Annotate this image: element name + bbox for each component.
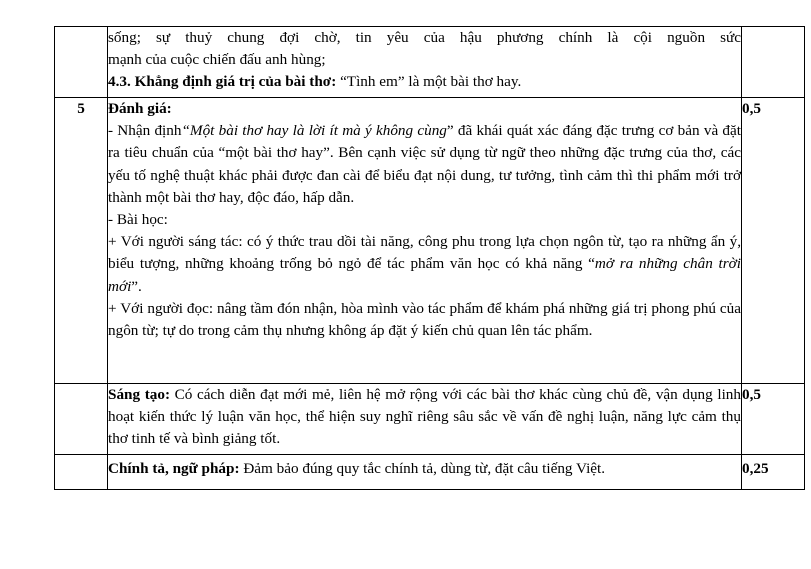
table-row-creativity: [55, 384, 805, 455]
table-row-grammar: [55, 455, 805, 490]
score-cell: 0,25: [742, 455, 805, 490]
paragraph-text: ” đã khái quát xác đáng đặc trưng cơ bản và đặt ra tiêu chuẩn của “một bài thơ hay”. Bên cạnh việc sử dụng từ ngữ theo những đặc trưng của thơ, các yếu tố nghệ thuật khác phải được đan cài để biểu đạt nội dung, tư tưởng, tình cảm thì thi phẩm mới trở thành một bài thơ hay, độc đáo, hấp dẫn.: [108, 122, 741, 206]
score-cell: [742, 27, 805, 98]
evaluation-heading: Đánh giá:: [108, 100, 172, 117]
row-number-cell: [55, 27, 108, 98]
score-cell: 0,5: [742, 98, 805, 384]
content-line: sống; sự thuỷ chung đợi chờ, tin yêu của hậu phương chính là cội nguồn sức: [108, 29, 741, 46]
row-number-cell: 5: [55, 98, 108, 384]
lesson-quote: mở ra những chân trời mới: [108, 255, 741, 295]
content-cell: [108, 98, 742, 384]
table-row-evaluation: [55, 98, 805, 384]
grading-table: [54, 26, 805, 490]
row-number-cell: [55, 384, 108, 455]
lessons-label: - Bài học:: [108, 211, 168, 229]
table-row-continuation: [55, 27, 805, 98]
lesson-end: ”.: [131, 277, 142, 295]
creativity-text: Có cách diễn đạt mới mẻ, liên hệ mở rộng với các bài thơ khác cùng chủ đề, vận dụng linh hoạt kiến thức lý luận văn học, thể hiện suy nghĩ riêng sâu sắc về vấn đề nghị luận, năng lực cảm thụ thơ tinh tế và bình giảng tốt.: [108, 386, 741, 448]
section-4-3: [108, 71, 741, 93]
paragraph-prefix: - Nhận định: [108, 122, 182, 140]
evaluation-paragraph: [108, 120, 741, 209]
content-cell: [108, 455, 742, 490]
creativity-label: Sáng tạo:: [108, 386, 170, 403]
score-cell: 0,5: [742, 384, 805, 455]
lesson-reader: + Với người đọc: nâng tầm đón nhận, hòa mình vào tác phẩm để khám phá những giá trị phong phú của ngôn từ; tự do trong cảm thụ nhưng không áp đặt ý kiến chủ quan lên tác phẩm.: [108, 299, 741, 340]
content-cell: [108, 384, 742, 455]
lesson-text: + Với người sáng tác: có ý thức trau dồi tài năng, công phu trong lựa chọn ngôn từ, tạo ra những ẩn ý, biểu tượng, những khoảng trống bỏ ngỏ để tác phẩm văn học có khả năng “: [108, 233, 741, 273]
grammar-label: Chính tả, ngữ pháp:: [108, 460, 240, 477]
row-number-cell: [55, 455, 108, 490]
grammar-text: Đảm bảo đúng quy tắc chính tả, dùng từ, đặt câu tiếng Việt.: [239, 460, 606, 477]
lesson-writer: [108, 231, 741, 298]
creativity-paragraph: [108, 384, 741, 451]
content-cell: [108, 27, 742, 98]
grammar-paragraph: [108, 458, 741, 480]
section-text: “Tình em” là một bài thơ hay.: [336, 73, 522, 91]
content-line: mạnh của cuộc chiến đấu anh hùng;: [108, 51, 326, 69]
section-heading: 4.3. Khẳng định giá trị của bài thơ:: [108, 73, 337, 91]
quoted-statement: “Một bài thơ hay là lời ít mà ý không cùng: [181, 122, 447, 140]
